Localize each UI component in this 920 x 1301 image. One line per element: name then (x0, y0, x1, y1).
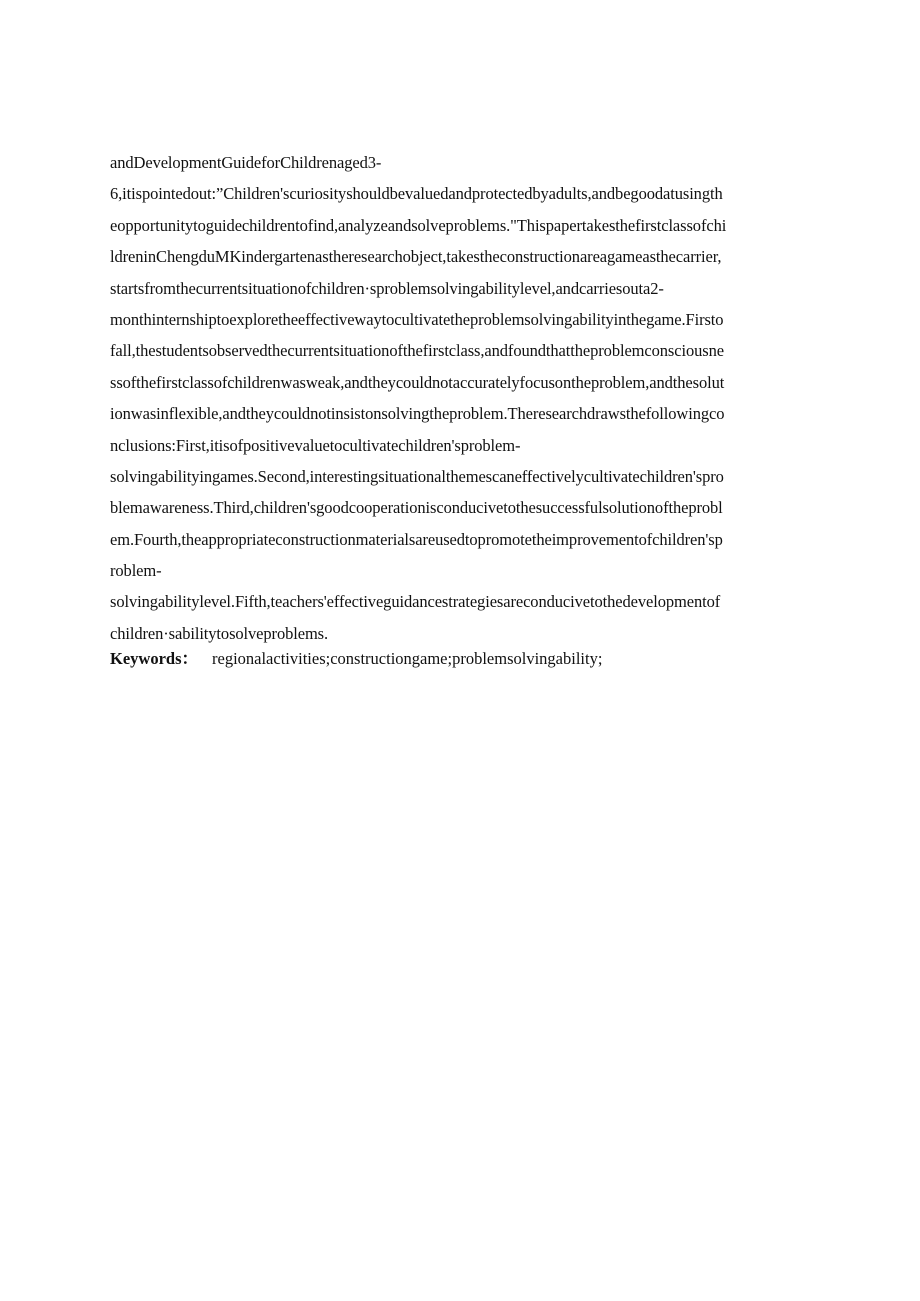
abstract-line: monthinternshiptoexploretheeffectivewaytocultivatetheproblemsolvingabilityinthegame.Firsto (110, 309, 724, 329)
abstract-line: andDevelopmentGuideforChildrenaged3- (110, 153, 382, 172)
abstract-line: ssofthefirstclassofchildrenwasweak,andtheycouldnotaccuratelyfocusontheproblem,andthesolut (110, 372, 725, 392)
abstract-line: solvingabilitylevel.Fifth,teachers'effectiveguidancestrategiesareconducivetothedevelopmentof (110, 592, 721, 612)
abstract-line: nclusions:First,itisofpositivevaluetocultivatechildren'sproblem- (110, 435, 521, 455)
abstract-line: startsfromthecurrentsituationofchildren·sproblemsolvingabilitylevel,andcarriesouta2- (110, 278, 664, 298)
abstract-line: eopportunitytoguidechildrentofind,analyzeandsolveproblems."Thispapertakesthefirstclassofchi (110, 215, 727, 235)
keywords-label: Keywords： (110, 649, 198, 668)
abstract-line: children·sabilitytosolveproblems. (110, 623, 329, 643)
abstract-line: roblem- (110, 561, 162, 581)
abstract-line: fall,thestudentsobservedthecurrentsituationofthefirstclass,andfoundthattheproblemconsciousne (110, 341, 724, 361)
keywords-text: regionalactivities;constructiongame;problemsolvingability; (212, 649, 603, 668)
abstract-line: em.Fourth,theappropriateconstructionmaterialsareusedtopromotetheimprovementofchildren'sp (110, 529, 723, 549)
abstract-line: ldreninChengduMKindergartenastheresearchobject,takestheconstructionareagameasthecarrier, (110, 247, 722, 267)
abstract-line: 6,itispointedout:”Children'scuriosityshouldbevaluedandprotectedbyadults,andbegoodatusingth (110, 184, 723, 204)
abstract-line: ionwasinflexible,andtheycouldnotinsistonsolvingtheproblem.Theresearchdrawsthefollowingco (110, 404, 725, 424)
abstract-line: solvingabilityingames.Second,interestingsituationalthemescaneffectivelycultivatechildren'spro (110, 466, 724, 486)
abstract-line: blemawareness.Third,children'sgoodcooperationisconducivetothesuccessfulsolutionoftheprobl (110, 498, 723, 518)
abstract-body (110, 147, 815, 649)
keywords-row (110, 647, 815, 671)
